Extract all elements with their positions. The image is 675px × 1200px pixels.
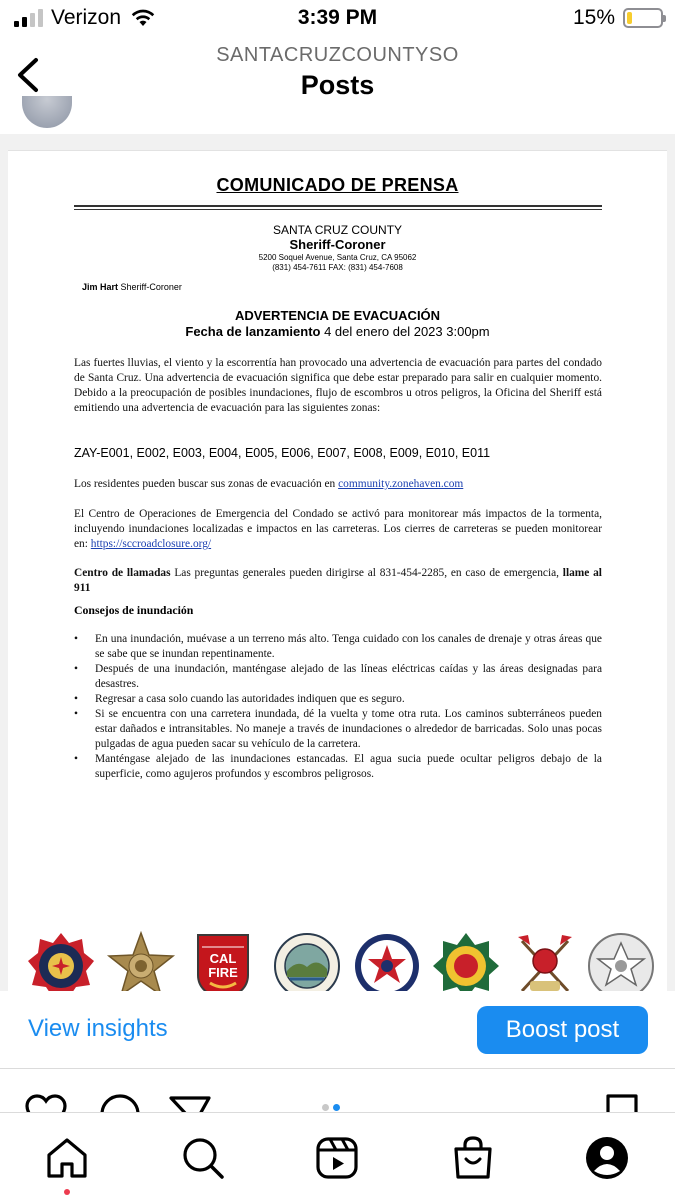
flood-tip: • Si se encuentra con una carretera inundada, dé la vuelta y tome otra ruta. Los caminos subterráneos pueden estar dañados e intransitables. No maneje a través de inundaciones o alrededor de barricadas. Solo unas pocas pulgadas de agua pueden sacar su vehículo de la carretera. bbox=[74, 707, 602, 752]
title-divider-thin bbox=[74, 209, 602, 210]
svg-text:FIRE: FIRE bbox=[208, 965, 238, 980]
sheriff-name: Jim Hart bbox=[82, 282, 119, 292]
share-send-icon[interactable] bbox=[168, 1094, 212, 1112]
eoc-text: El Centro de Operaciones de Emergencia del Condado se activó para monitorear más impactos de la tormenta, incluyendo inundaciones localizadas e impactos en las carreteras. Los cierres de carreteras se pueden monitorear en: bbox=[74, 508, 602, 550]
carousel-dot-active bbox=[333, 1104, 340, 1111]
sheriff-line bbox=[82, 282, 182, 292]
call-center-text: Las preguntas generales pueden dirigirse al 831-454-2285, en caso de emergencia, bbox=[174, 567, 560, 579]
county-of-santa-cruz-seal-logo bbox=[272, 931, 342, 991]
alert-title: ADVERTENCIA DE EVACUACIÓN bbox=[234, 308, 441, 323]
evacuation-zones: ZAY-E001, E002, E003, E004, E005, E006, E007, E008, E009, E010, E011 bbox=[74, 446, 491, 460]
page-title: Posts bbox=[300, 70, 375, 100]
intro-paragraph: Las fuertes lluvias, el viento y la escorrentía han provocado una advertencia de evacuación para partes del condado de Santa Cruz. Una advertencia de evacuación significa que debe estar preparado para salir en cualquier momento. Debido a la preocupación de posibles inundaciones, flujo de escombros u otros peligros, la Oficina del Sheriff está emitiendo una advertencia de evacuación para las siguientes zonas: bbox=[74, 357, 602, 414]
avatar[interactable] bbox=[22, 96, 72, 128]
battery-icon bbox=[623, 8, 663, 28]
press-release-title: COMUNICADO DE PRENSA bbox=[216, 175, 459, 195]
flood-tip: • En una inundación, muévase a un terreno más alto. Tenga cuidado con los canales de drenaje y otras áreas que se sabe que se inundan repentinamente. bbox=[74, 632, 602, 662]
residents-text: Los residentes pueden buscar sus zonas de evacuación en bbox=[74, 478, 336, 490]
org-phone: (831) 454-7611 FAX: (831) 454-7608 bbox=[272, 263, 403, 272]
section-divider bbox=[0, 1068, 675, 1069]
view-insights-link[interactable]: View insights bbox=[28, 1015, 168, 1042]
residents-paragraph bbox=[74, 477, 602, 492]
comment-bubble-icon[interactable] bbox=[98, 1092, 142, 1112]
home-notification-dot bbox=[64, 1189, 70, 1195]
flood-tip: • Después de una inundación, manténgase alejado de las líneas eléctricas caídas y las áreas designadas para desastres. bbox=[74, 662, 602, 692]
battery-fill bbox=[627, 12, 632, 24]
status-bar bbox=[0, 0, 675, 38]
agency-logos-row bbox=[26, 931, 651, 991]
post-image[interactable] bbox=[0, 134, 675, 991]
eoc-paragraph bbox=[74, 507, 602, 552]
carousel-dot bbox=[322, 1104, 329, 1111]
org-name: SANTA CRUZ COUNTY bbox=[272, 223, 403, 237]
emergency-number: llame al 911 bbox=[74, 567, 602, 594]
boost-post-button[interactable]: Boost post bbox=[477, 1006, 648, 1054]
top-nav-header bbox=[0, 38, 675, 112]
zonehaven-link[interactable]: community.zonehaven.com bbox=[338, 478, 464, 490]
org-address: 5200 Soquel Avenue, Santa Cruz, CA 95062 bbox=[258, 253, 417, 262]
home-icon[interactable] bbox=[44, 1135, 90, 1181]
santa-cruz-county-fire-logo bbox=[26, 931, 96, 991]
boulder-creek-fire-logo bbox=[431, 931, 501, 991]
call-center-paragraph bbox=[74, 566, 602, 596]
road-closure-link[interactable]: https://sccroadclosure.org/ bbox=[90, 538, 212, 550]
flood-tip: • Manténgase alejado de las inundaciones estancadas. El agua sucia puede ocultar peligros debajo de la superficie, como agujeros profundos y escombros peligrosos. bbox=[74, 752, 602, 782]
bottom-tab-bar bbox=[0, 1112, 675, 1200]
svg-text:CAL: CAL bbox=[209, 951, 237, 966]
like-heart-icon[interactable] bbox=[24, 1094, 68, 1112]
status-right bbox=[573, 6, 663, 30]
release-date: 4 del enero del 2023 3:00pm bbox=[324, 324, 490, 339]
shop-icon[interactable] bbox=[450, 1135, 496, 1181]
felton-fire-logo bbox=[352, 931, 422, 991]
title-divider bbox=[74, 205, 602, 207]
flood-tip: • Regresar a casa solo cuando las autoridades indiquen que es seguro. bbox=[74, 692, 602, 707]
post-action-row bbox=[0, 1086, 675, 1112]
reels-icon[interactable] bbox=[314, 1135, 360, 1181]
search-icon[interactable] bbox=[180, 1135, 226, 1181]
org-department: Sheriff-Coroner bbox=[289, 237, 386, 252]
account-username: SANTACRUZCOUNTYSO bbox=[216, 44, 459, 66]
press-release-document bbox=[8, 150, 667, 991]
status-time: 3:39 PM bbox=[297, 6, 378, 29]
carrier-name: Verizon bbox=[51, 6, 122, 29]
sheriff-star-badge-logo bbox=[106, 931, 176, 991]
call-center-label: Centro de llamadas bbox=[74, 567, 171, 579]
fire-axes-emblem-logo bbox=[510, 931, 580, 991]
save-bookmark-icon[interactable] bbox=[604, 1094, 640, 1112]
carousel-indicator bbox=[322, 1104, 340, 1111]
release-label: Fecha de lanzamiento bbox=[185, 324, 321, 339]
profile-icon[interactable] bbox=[584, 1135, 630, 1181]
flood-tips-list bbox=[74, 632, 602, 782]
sheriff-title: Sheriff-Coroner bbox=[120, 282, 182, 292]
release-date-line bbox=[8, 324, 667, 339]
scotts-valley-fire-logo bbox=[586, 931, 656, 991]
battery-percent: 15% bbox=[572, 6, 615, 29]
flood-tips-title: Consejos de inundación bbox=[74, 603, 194, 617]
cal-fire-logo bbox=[188, 931, 258, 991]
